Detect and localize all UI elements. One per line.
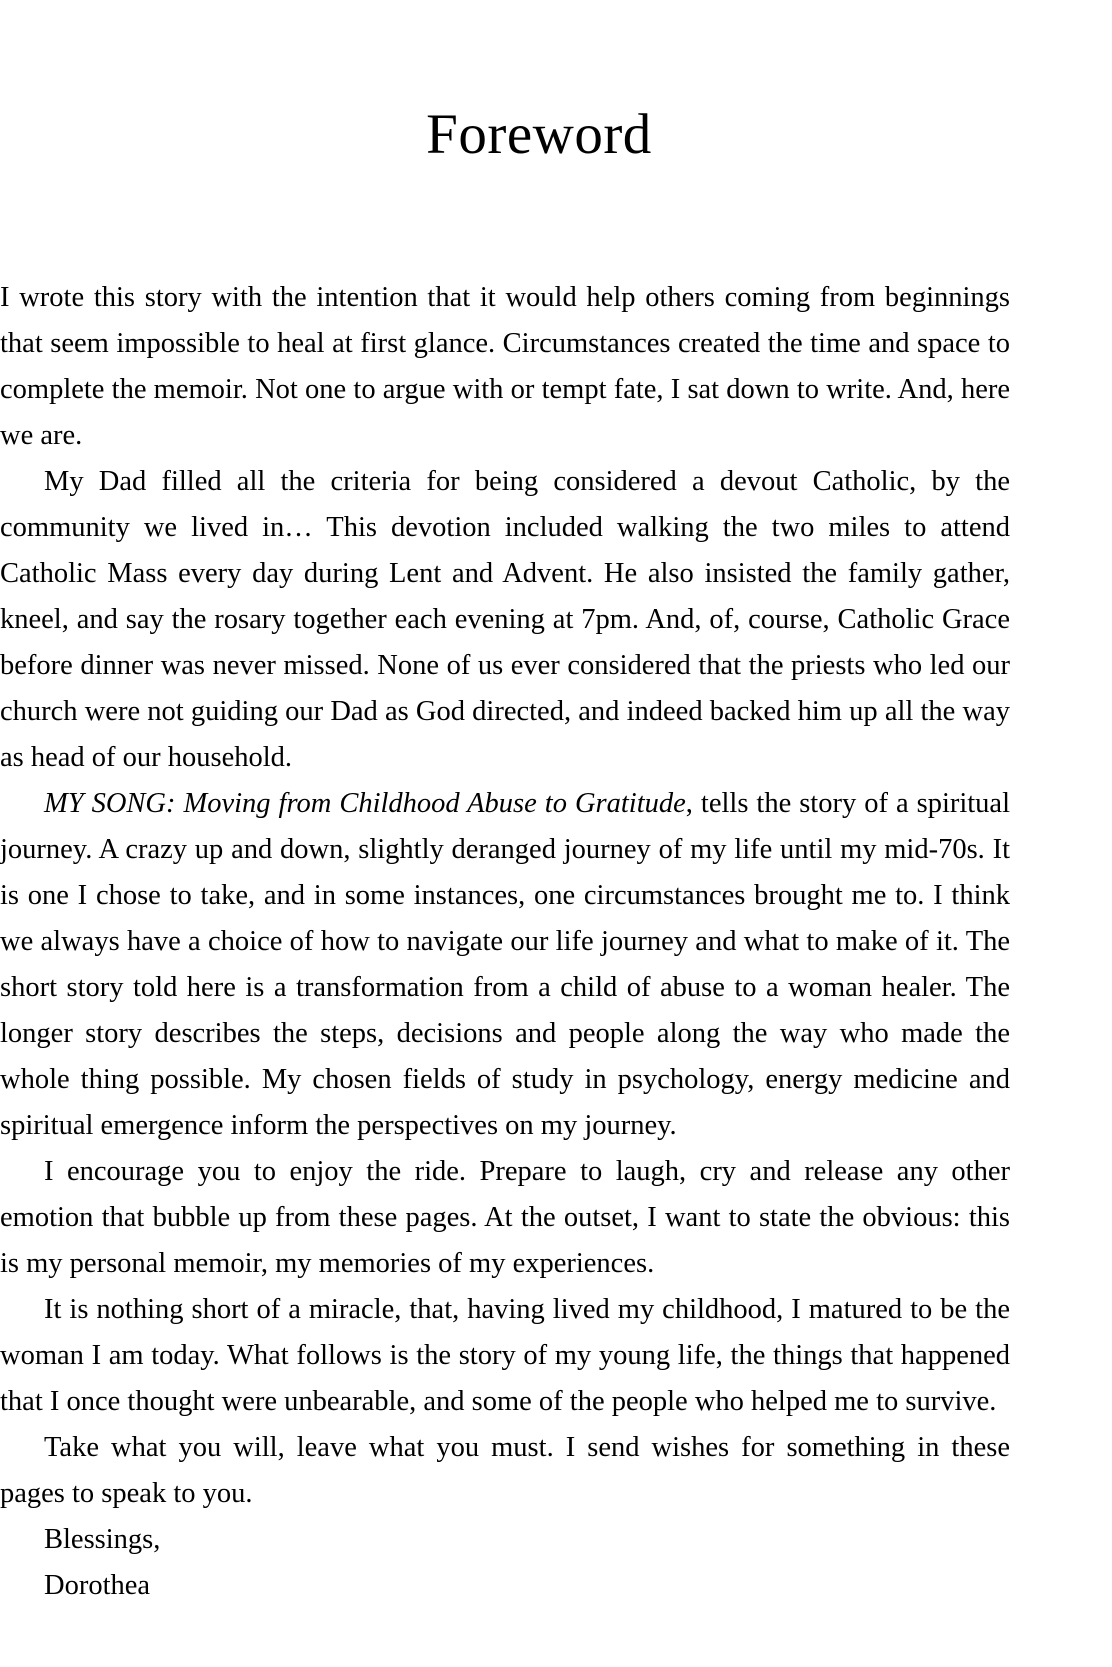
- body-text-block: [0, 167, 1078, 1609]
- paragraph-4: [0, 1149, 1010, 1287]
- signature-closing: Blessings,: [44, 1523, 161, 1555]
- paragraph-text: My Dad filled all the criteria for being considered a devout Catholic, by the community we lived in… This devotion included walking the two miles to attend Catholic Mass every day during Lent and Advent. He also insisted the family gather, kneel, and say the rosary together each evening at 7pm. And, of, course, Catholic Grace before dinner was never missed. None of us ever considered that the priests who led our church were not guiding our Dad as God directed, and indeed backed him up all the way as head of our household.: [0, 465, 1010, 773]
- paragraph-6: [0, 1425, 1010, 1517]
- paragraph-text: Take what you will, leave what you must. I send wishes for something in these pages to speak to you.: [0, 1431, 1010, 1509]
- paragraph-3: [0, 781, 1010, 1149]
- paragraph-text: It is nothing short of a miracle, that, having lived my childhood, I matured to be the woman I am today. What follows is the story of my young life, the things that happened that I once thought were unbearable, and some of the people who helped me to survive.: [0, 1293, 1010, 1417]
- paragraph-text: , tells the story of a spiritual journey. A crazy up and down, slightly deranged journey of my life until my mid-70s. It is one I chose to take, and in some instances, one circumstances brought me to. I think we always have a choice of how to navigate our life journey and what to make of it. The short story told here is a transformation from a child of abuse to a woman healer. The longer story describes the steps, decisions and people along the way who made the whole thing possible. My chosen fields of study in psychology, energy medicine and spiritual emergence inform the perspectives on my journey.: [0, 787, 1011, 1141]
- paragraph-text: I wrote this story with the intention that it would help others coming from beginnings that seem impossible to heal at first glance. Circumstances created the time and space to complete the memoir. Not one to argue with or tempt fate, I sat down to write. And, here we are.: [0, 281, 1010, 451]
- page-title: Foreword: [426, 103, 652, 166]
- signature-name: Dorothea: [44, 1569, 151, 1601]
- paragraph-2: [0, 459, 1010, 781]
- emphasized-text: MY SONG: Moving from Childhood Abuse to Gratitude: [44, 787, 686, 819]
- paragraph-5: [0, 1287, 1010, 1425]
- paragraph-text: I encourage you to enjoy the ride. Prepare to laugh, cry and release any other emotion that bubble up from these pages. At the outset, I want to state the obvious: this is my personal memoir, my memories of my experiences.: [0, 1155, 1010, 1279]
- paragraph-1: [0, 275, 1010, 459]
